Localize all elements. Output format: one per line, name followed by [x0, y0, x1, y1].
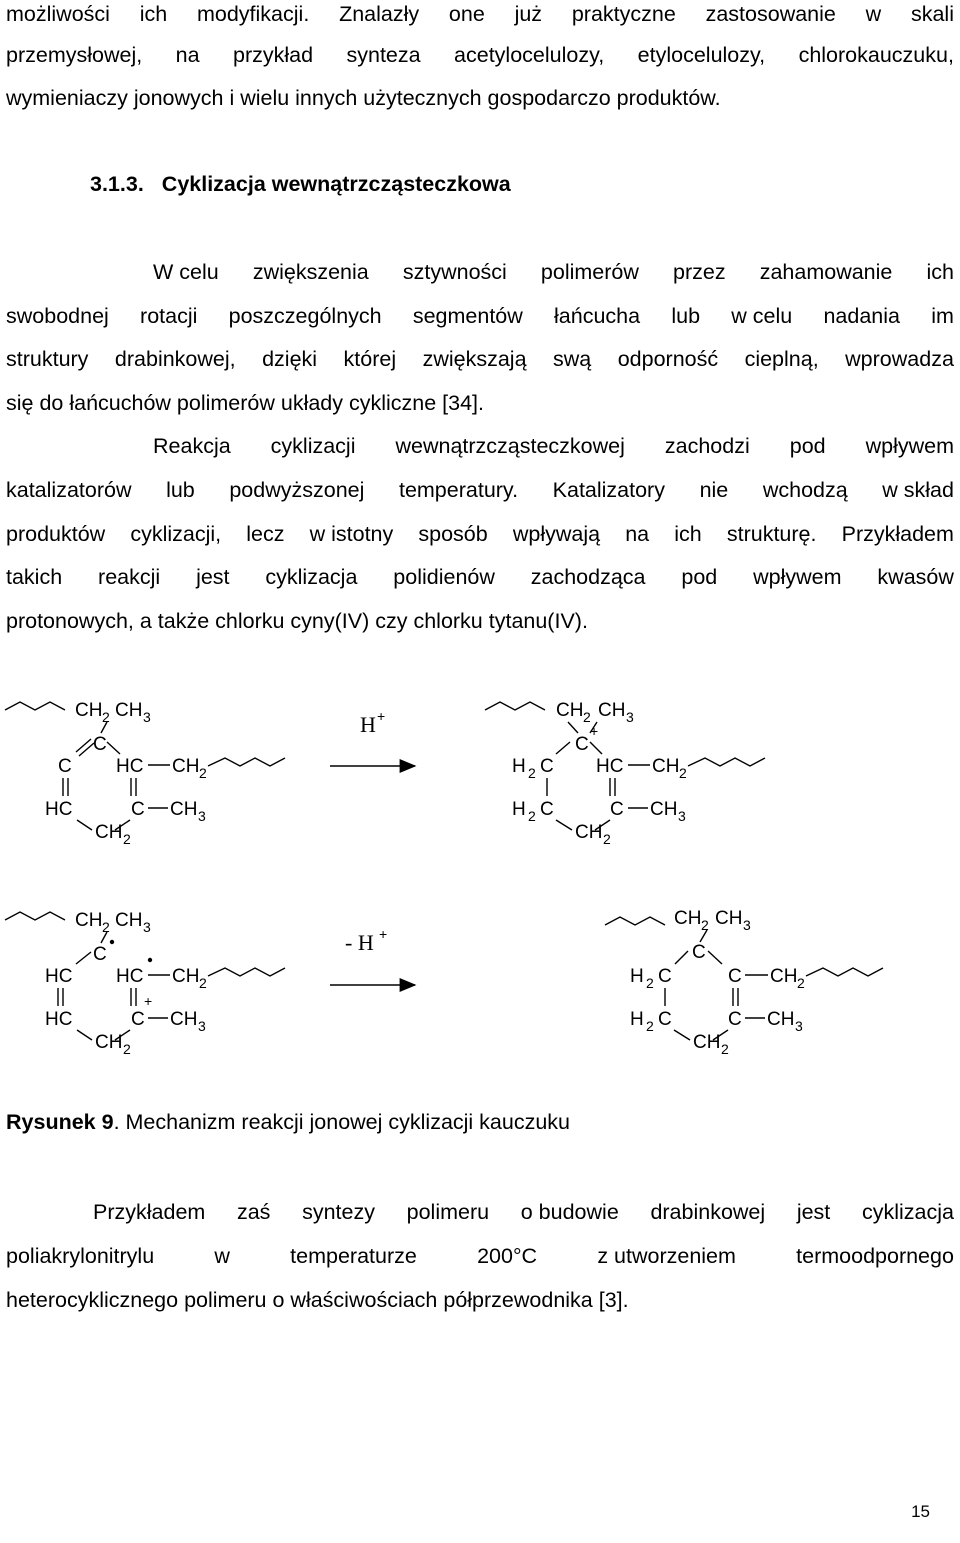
para2-line-4 [6, 563, 954, 591]
s2-c-bottom-left: C [540, 799, 554, 820]
word: struktury [6, 347, 89, 371]
s4-ch3-bottom: CH [767, 1009, 795, 1030]
s1-hc-bottom: HC [45, 799, 73, 820]
word: w istotny [309, 522, 394, 546]
para3-line-2 [6, 1242, 954, 1270]
section-heading [90, 172, 511, 197]
structure-4 [605, 908, 883, 1057]
word: rotacji [140, 304, 198, 328]
s4-c-right: C [728, 966, 742, 987]
word: jest [796, 1200, 831, 1224]
word: podwyższonej [229, 478, 365, 502]
s2-ch3b-sub: 3 [678, 808, 686, 824]
s4-h-sub: 2 [646, 975, 654, 991]
word: syntezy [302, 1200, 375, 1224]
s4-c-top: C [692, 942, 706, 963]
s2-ch2r-sub: 2 [679, 765, 687, 781]
s2-ch: CH [556, 700, 584, 721]
word: możliwości [6, 2, 110, 26]
word: zwiększenia [252, 260, 369, 284]
para2-line-5: protonowych, a także chlorku cyny(IV) czy chlorku tytanu(IV). [6, 609, 588, 633]
word: polimerów [540, 260, 639, 284]
s4-ch2r-sub: 2 [797, 975, 805, 991]
s1-sub3: 3 [143, 709, 151, 725]
reagent-minus-h-plus-sup: + [379, 926, 388, 942]
word: strukturę. [726, 522, 817, 546]
word: takich [6, 565, 63, 589]
word: Przykładem [841, 522, 954, 546]
word: 200°C [477, 1244, 538, 1268]
s3-hc-bottom: HC [45, 1009, 73, 1030]
word: zaś [236, 1200, 271, 1224]
structure-2 [485, 700, 765, 847]
s1-c-left: C [58, 756, 72, 777]
word: w [865, 2, 882, 26]
word: z utworzeniem [597, 1244, 736, 1268]
structure-3 [5, 910, 285, 1057]
word: nadania [823, 304, 900, 328]
s2-ch2-right: CH [652, 756, 680, 777]
para2-line-3 [6, 520, 954, 548]
s3-hc: HC [45, 966, 73, 987]
s1-ch: CH [75, 700, 103, 721]
s2-hb-sub: 2 [528, 808, 536, 824]
s3-sub: 2 [102, 919, 110, 935]
word: przykład [233, 43, 314, 67]
s2-ch2-bottom: CH [575, 822, 603, 843]
word: katalizatorów [6, 478, 132, 502]
word: zachodzi [664, 434, 750, 458]
word: łańcucha [554, 304, 641, 328]
word: zahamowanie [759, 260, 893, 284]
word: kwasów [877, 565, 954, 589]
para2-line-1 [153, 432, 954, 460]
s2-ch2b-sub: 2 [603, 831, 611, 847]
s4-ch3: CH [715, 908, 743, 929]
reagent-minus-h-plus: - H [345, 930, 374, 955]
structure-1 [5, 700, 285, 847]
s1-ch2r-sub: 2 [199, 765, 207, 781]
word: temperatury. [398, 478, 519, 502]
word: na [625, 522, 650, 546]
word: zwiększają [422, 347, 527, 371]
word: przemysłowej, [6, 43, 143, 67]
figure-caption [6, 1110, 570, 1135]
word: nie [699, 478, 729, 502]
s2-sub3: 3 [626, 709, 634, 725]
word: skali [910, 2, 954, 26]
s1-hc: HC [116, 756, 144, 777]
section-number: 3.1.3. [90, 172, 144, 196]
s4-h: H [630, 966, 644, 987]
word: lub [166, 478, 195, 502]
reagent-h-plus: H [360, 712, 376, 737]
s3-plus: + [144, 993, 153, 1009]
s1-ch2b-sub: 2 [123, 831, 131, 847]
word: ich [139, 2, 168, 26]
s1-ch3-bottom: CH [170, 799, 198, 820]
s2-h-bottom: H [512, 799, 526, 820]
word: swą [553, 347, 592, 371]
word: wpływem [753, 565, 842, 589]
reagent-h-plus-sup: + [377, 708, 386, 724]
s3-ch: CH [75, 910, 103, 931]
word: sposób [418, 522, 488, 546]
s3-ch2-bottom: CH [95, 1032, 123, 1053]
s3-ch3-bottom: CH [170, 1009, 198, 1030]
s2-c-bottom: C [610, 799, 624, 820]
s3-hc-right: HC [116, 966, 144, 987]
s3-ch2b-sub: 2 [123, 1041, 131, 1057]
s4-sub3: 3 [743, 917, 751, 933]
word: dzięki [262, 347, 318, 371]
word: pod [789, 434, 826, 458]
word: acetylocelulozy, [454, 43, 605, 67]
para1-line-2 [6, 302, 954, 330]
s4-ch2b-sub: 2 [721, 1041, 729, 1057]
s4-c-bottom-left: C [658, 1009, 672, 1030]
s3-radical-dot [110, 940, 114, 944]
s2-h: H [512, 756, 526, 777]
caption-label: Rysunek 9 [6, 1110, 114, 1134]
caption-text: . Mechanizm reakcji jonowej cyklizacji kauczuku [113, 1110, 571, 1134]
word: Reakcja [153, 434, 231, 458]
word: w [214, 1244, 230, 1268]
s3-sub3: 3 [143, 919, 151, 935]
word: Przykładem [93, 1200, 206, 1224]
s3-radical-dot-2 [148, 958, 152, 962]
word: odporność [617, 347, 719, 371]
word: praktyczne [571, 2, 676, 26]
reaction-scheme [0, 680, 960, 1080]
word: cyklizacji [270, 434, 356, 458]
para1-line-3 [6, 345, 954, 373]
s2-hc: HC [596, 756, 624, 777]
s2-ch3-bottom: CH [650, 799, 678, 820]
word: jest [196, 565, 230, 589]
word: poszczególnych [228, 304, 382, 328]
word: drabinkowej [650, 1200, 766, 1224]
word: zachodząca [530, 565, 646, 589]
para3-line-1 [93, 1198, 954, 1226]
word: cyklizacja [861, 1200, 954, 1224]
word: poliakrylonitrylu [6, 1244, 155, 1268]
s3-ch3: CH [115, 910, 143, 931]
word: ich [926, 260, 954, 284]
word: przez [673, 260, 726, 284]
word: wchodzą [762, 478, 848, 502]
word: termoodpornego [796, 1244, 954, 1268]
word: polidienów [393, 565, 495, 589]
s4-ch2-bottom: CH [693, 1032, 721, 1053]
word: temperaturze [290, 1244, 417, 1268]
word: wewnątrzcząsteczkowej [395, 434, 625, 458]
para2-line-2 [6, 476, 954, 504]
s4-c: C [658, 966, 672, 987]
s4-ch3b-sub: 3 [795, 1018, 803, 1034]
s2-h-sub: 2 [528, 765, 536, 781]
word: Katalizatory [552, 478, 665, 502]
word: synteza [346, 43, 421, 67]
word: pod [681, 565, 718, 589]
s1-ch2-bottom: CH [95, 822, 123, 843]
s4-hb-sub: 2 [646, 1018, 654, 1034]
s4-h-bottom: H [630, 1009, 644, 1030]
intro-line-2 [6, 41, 954, 69]
s3-c-bottom: C [131, 1009, 145, 1030]
word: wpływem [865, 434, 954, 458]
s3-ch2-right: CH [172, 966, 200, 987]
s1-c-bottom: C [131, 799, 145, 820]
section-title: Cyklizacja wewnątrzcząsteczkowa [161, 172, 511, 196]
word: cyklizacja [265, 565, 358, 589]
word: reakcji [98, 565, 161, 589]
word: wpływają [512, 522, 601, 546]
s3-ch3b-sub: 3 [198, 1018, 206, 1034]
s1-sub: 2 [102, 709, 110, 725]
s2-plus: + [590, 723, 599, 739]
word: lecz [246, 522, 285, 546]
word: one [448, 2, 485, 26]
para3-line-3: heterocyklicznego polimeru o właściwościach półprzewodnika [3]. [6, 1288, 629, 1312]
word: modyfikacji. [196, 2, 310, 26]
word: cyklizacji, [130, 522, 222, 546]
word: W celu [153, 260, 219, 284]
word: Znalazły [339, 2, 420, 26]
word: cieplną, [744, 347, 819, 371]
s4-c-bottom: C [728, 1009, 742, 1030]
s3-c-top: C [93, 944, 107, 965]
word: ich [674, 522, 702, 546]
s4-sub: 2 [701, 917, 709, 933]
s2-c: C [540, 756, 554, 777]
word: już [514, 2, 543, 26]
word: etylocelulozy, [637, 43, 766, 67]
s1-ch2-right: CH [172, 756, 200, 777]
s2-ch3: CH [598, 700, 626, 721]
s1-c-top: C [93, 734, 107, 755]
word: w skład [882, 478, 954, 502]
para1-line-1 [153, 258, 954, 286]
s4-ch2-right: CH [770, 966, 798, 987]
word: drabinkowej, [114, 347, 236, 371]
word: na [175, 43, 200, 67]
word: produktów [6, 522, 106, 546]
word: chlorokauczuku, [798, 43, 954, 67]
word: sztywności [402, 260, 507, 284]
s1-ch3: CH [115, 700, 143, 721]
s1-ch3b-sub: 3 [198, 808, 206, 824]
s3-ch2r-sub: 2 [199, 975, 207, 991]
word: swobodnej [6, 304, 109, 328]
s2-sub: 2 [583, 709, 591, 725]
intro-line-3: wymieniaczy jonowych i wielu innych użytecznych gospodarczo produktów. [6, 86, 721, 110]
word: której [343, 347, 397, 371]
para1-line-4: się do łańcuchów polimerów układy cykliczne [34]. [6, 391, 485, 415]
word: w celu [731, 304, 793, 328]
word: zastosowanie [705, 2, 836, 26]
word: lub [671, 304, 701, 328]
word: im [931, 304, 954, 328]
s4-ch: CH [674, 908, 702, 929]
page-number: 15 [911, 1502, 930, 1521]
word: o budowie [520, 1200, 619, 1224]
intro-line-1 [6, 0, 954, 28]
word: segmentów [412, 304, 523, 328]
s2-c-top: C [575, 734, 589, 755]
word: wprowadza [845, 347, 954, 371]
word: polimeru [406, 1200, 490, 1224]
